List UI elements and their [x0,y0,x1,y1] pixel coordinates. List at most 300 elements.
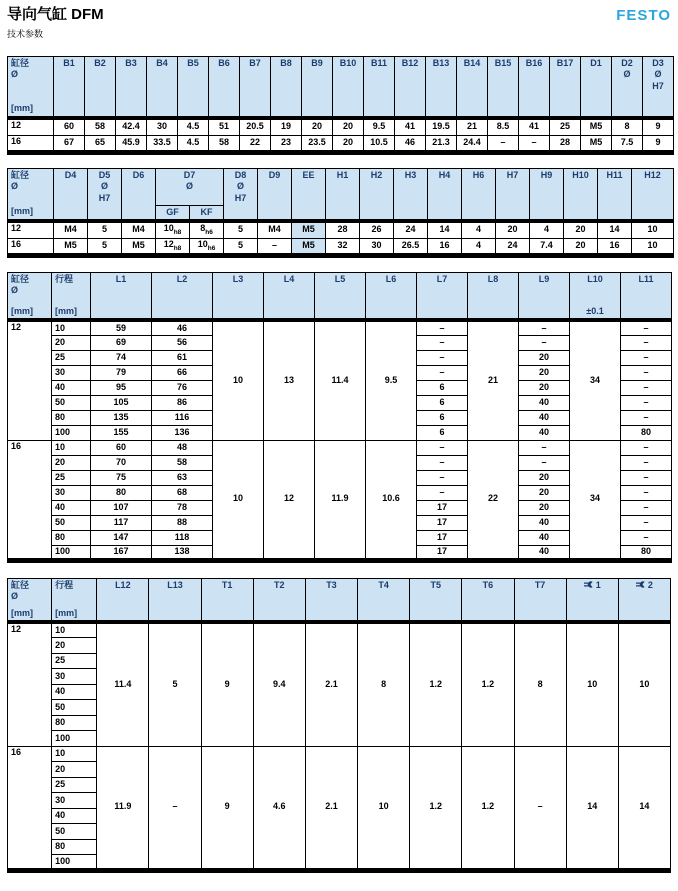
data-cell [178,118,209,135]
stroke-cell [52,839,97,855]
column-header-H3 [394,168,428,221]
unit-label [55,608,77,620]
fit-tolerance: h8 [173,244,182,252]
data-cell [519,440,570,455]
label: H10 [572,169,589,180]
data-cell [91,545,152,560]
stroke-cell [52,440,91,455]
value: – [643,381,649,392]
bore-column-header [8,56,54,118]
value: 58 [218,136,229,147]
value: 78 [176,501,187,512]
bore-cell [8,118,54,135]
data-cell [621,500,672,515]
label: T5 [430,579,442,590]
stroke-cell [52,746,97,762]
data-cell [410,622,462,746]
data-cell [97,746,149,870]
column-header-L4 [264,272,315,320]
data-cell [91,335,152,350]
data-cell [152,515,213,530]
value: 25 [559,121,570,132]
label: 50 [55,396,66,407]
data-cell [621,350,672,365]
data-cell [116,118,147,135]
data-cell [417,410,468,425]
festo-logo: FESTO [616,7,671,24]
value: 56 [176,336,187,347]
value: 59 [115,322,126,333]
tolerance-label [570,306,620,318]
value: 9 [224,679,230,690]
stroke-cell [52,410,91,425]
data-cell [152,410,213,425]
data-cell [514,622,566,746]
data-cell [360,221,394,238]
column-header-D9 [258,168,292,221]
label: H4 [438,169,451,180]
data-cell [426,135,457,152]
value: 9 [655,121,661,132]
data-cell [566,622,618,746]
fit-value: 12 [163,238,174,249]
title-row [7,7,671,40]
unit-text: [mm] [11,305,33,316]
label: L6 [385,273,397,284]
data-cell [91,365,152,380]
label: D5 [98,169,111,180]
fit-tolerance: h6 [207,244,216,252]
value: 24 [507,239,518,250]
data-cell [621,545,672,560]
table-body [8,622,671,870]
sub-label: Ø [186,181,194,192]
label: 80 [55,531,66,542]
label: B13 [432,57,450,68]
value: 136 [174,426,190,437]
value: 10 [232,493,243,504]
data-cell [152,365,213,380]
value: 26 [371,224,382,235]
bore-cell [8,135,54,152]
label: L7 [436,273,448,284]
data-cell [519,410,570,425]
value: M4 [268,224,281,235]
label: L10 [587,273,603,284]
label: GF [166,206,179,217]
value: 5 [101,224,107,235]
label: 50 [55,516,66,527]
data-cell [326,221,360,238]
value: – [643,322,649,333]
data-cell [530,238,564,255]
table-3-section [7,272,671,563]
data-cell [91,485,152,500]
data-cell [621,395,672,410]
column-header-T6 [462,578,514,622]
value: 65 [94,136,105,147]
value: 68 [176,486,187,497]
label: L11 [638,273,654,284]
data-cell [54,135,85,152]
value: 20 [575,239,586,250]
stroke-cell [52,793,97,809]
unit-label [11,103,33,115]
value: 147 [113,531,129,542]
data-cell [621,455,672,470]
data-cell [190,238,224,255]
stroke-cell [52,684,97,700]
value: 6 [439,411,445,422]
data-cell [428,221,462,238]
value: M5 [132,239,145,250]
column-header-L2 [152,272,213,320]
value: 28 [337,224,348,235]
value: M5 [302,224,315,235]
label: H3 [404,169,417,180]
column-header-L6 [366,272,417,320]
value: 11.9 [114,801,132,812]
value: 12 [283,493,294,504]
fit-value: 10 [197,238,208,249]
data-cell [253,622,305,746]
value: 9.5 [384,375,398,386]
data-cell [519,500,570,515]
value: 2.1 [325,679,338,690]
value: 80 [640,426,651,437]
data-cell [253,746,305,870]
data-cell [201,746,253,870]
data-cell [643,135,674,152]
value: 95 [115,381,126,392]
unit-text: [mm] [55,607,78,618]
label: B7 [249,57,261,68]
sub-label: H7 [234,192,247,203]
column-header-B2 [85,56,116,118]
label: 12 [11,120,22,130]
value: 19 [280,121,291,132]
data-cell [417,365,468,380]
value: – [439,366,445,377]
fit-tolerance: h6 [205,228,213,236]
column-header-B1 [54,56,85,118]
value: M5 [64,239,77,250]
data-cell [570,440,621,560]
data-cell [326,238,360,255]
column-header-L10 [570,272,621,320]
value: 23 [280,136,291,147]
value: 21.3 [432,136,450,147]
label: B17 [556,57,574,68]
column-header-L12 [97,578,149,622]
data-cell [612,118,643,135]
value: 6 [439,426,445,437]
label: D4 [64,169,77,180]
value: 80 [115,486,126,497]
label: B5 [187,57,199,68]
value: 40 [538,545,549,556]
data-cell [224,221,258,238]
stroke-cell [52,824,97,840]
data-cell [91,320,152,335]
value: 1.2 [481,679,495,690]
column-header-H4 [428,168,462,221]
value: 138 [174,545,190,556]
data-cell [598,221,632,238]
data-cell [462,746,514,870]
value: 19.5 [432,121,450,132]
value: 4.5 [186,121,200,132]
table-row [8,440,672,455]
value: – [541,336,547,347]
wrench-size-column-header [566,578,618,622]
label: H7 [506,169,519,180]
stroke-cell [52,365,91,380]
data-cell [152,455,213,470]
fit-value: 10 [163,223,174,234]
value: 4.6 [273,801,286,812]
stroke-cell [52,715,97,731]
value: 105 [113,396,129,407]
stroke-column-header [52,272,91,320]
data-cell [621,380,672,395]
table-body [8,320,672,560]
data-cell [514,746,566,870]
value: 40 [538,411,549,422]
value: 10 [587,679,598,690]
data-cell [581,135,612,152]
label: ±0.1 [586,305,604,316]
data-cell [85,135,116,152]
bore-label: 缸径 [11,273,30,284]
diameter-symbol: Ø [11,181,19,192]
column-header-T1 [201,578,253,622]
data-cell [519,350,570,365]
data-cell [519,320,570,335]
bore-cell [8,622,52,746]
value: – [541,441,547,452]
label: L8 [487,273,499,284]
sub-column-header-KF [190,205,224,221]
data-cell [54,118,85,135]
label: 20 [55,639,66,650]
data-cell [91,515,152,530]
unit-label [11,608,33,620]
label: B1 [63,57,75,68]
label: 20 [55,336,66,347]
title-block [7,7,104,40]
value: – [439,471,445,482]
value: 5 [172,679,178,690]
bore-column-header [8,272,52,320]
value: 10.6 [382,493,400,504]
stroke-cell [52,622,97,638]
fit-tolerance: h8 [173,228,182,236]
bore-cell [8,221,54,238]
value: 22 [487,493,498,504]
data-cell [394,221,428,238]
value: – [643,366,649,377]
label: T4 [378,579,389,590]
data-cell [519,485,570,500]
value: 34 [589,493,600,504]
value: 5 [101,239,107,250]
column-header-B13 [426,56,457,118]
bore-cell [8,320,52,440]
data-cell [152,395,213,410]
label: H11 [606,169,623,180]
value: – [643,396,649,407]
value: 9 [224,801,230,812]
column-header-B12 [395,56,426,118]
stroke-cell [52,380,91,395]
data-cell [394,238,428,255]
value: 14 [439,224,450,235]
data-cell [395,135,426,152]
value: M4 [132,224,145,235]
data-cell [468,440,519,560]
label: EE [302,169,315,180]
value: 20 [342,121,353,132]
stroke-cell [52,855,97,871]
data-cell [417,455,468,470]
value: 20 [507,224,518,235]
data-cell [258,238,292,255]
table-row [8,135,674,152]
table-1-section [7,56,671,155]
value: 32 [337,239,348,250]
data-cell [519,545,570,560]
table-row [8,622,671,638]
label: T3 [326,579,337,590]
data-cell [178,135,209,152]
value: 76 [176,381,187,392]
column-header-B16 [519,56,550,118]
data-cell [156,221,190,238]
column-header-H2 [360,168,394,221]
label: B2 [94,57,106,68]
data-cell [566,746,618,870]
data-cell [395,118,426,135]
unit-label [11,306,33,318]
column-header-D6 [122,168,156,221]
label: 16 [11,440,22,451]
table-head [8,56,674,118]
data-cell [85,118,116,135]
value: – [643,486,649,497]
data-cell [564,221,598,238]
value: 26.5 [401,239,420,250]
label: 16 [11,746,22,757]
value: 58 [94,121,105,132]
label: B4 [156,57,168,68]
value: 6 [439,381,445,392]
label: B12 [401,57,419,68]
label: 40 [55,501,66,512]
label: 16 [11,238,22,249]
data-cell [519,530,570,545]
column-header-D8 [224,168,258,221]
value: M5 [589,136,603,147]
value: 11.4 [114,679,132,690]
label: 30 [55,670,66,681]
value: 20 [538,351,549,362]
label: 25 [55,471,66,482]
label: H12 [644,169,661,180]
label: D7 [183,169,196,180]
value: – [643,411,649,422]
data-cell [122,221,156,238]
value: 21 [487,375,498,386]
value: 10 [639,679,650,690]
sub-label: H7 [652,80,664,91]
unit-label [55,306,77,318]
value: 28 [559,136,570,147]
column-header-L11 [621,272,672,320]
data-cell [564,238,598,255]
bore-cell [8,238,54,255]
value: 24.4 [463,136,481,147]
data-cell [305,746,357,870]
value: 33.5 [153,136,171,147]
column-header-B17 [550,56,581,118]
label: B15 [494,57,512,68]
label: 50 [55,825,66,836]
diameter-symbol: Ø [11,591,19,602]
value: – [643,351,649,362]
value: 79 [115,366,126,377]
column-header-T4 [358,578,410,622]
label: L5 [334,273,346,284]
label: B10 [339,57,357,68]
table-row [8,746,671,762]
sub-column-header-GF [156,205,190,221]
value: 60 [63,121,74,132]
data-cell [91,530,152,545]
data-cell [292,221,326,238]
column-header-H7 [496,168,530,221]
data-cell [519,470,570,485]
data-cell [152,485,213,500]
column-header-T2 [253,578,305,622]
label: 30 [55,794,66,805]
data-cell [91,395,152,410]
header-row [8,578,671,622]
value: 67 [63,136,74,147]
data-cell [224,238,258,255]
bore-column-header [8,168,54,221]
column-header-B11 [364,56,395,118]
data-cell [152,320,213,335]
data-cell [550,135,581,152]
sub-label: H7 [98,192,111,203]
label: 12 [11,322,22,333]
data-cell [152,425,213,440]
data-cell [519,515,570,530]
data-cell [618,746,670,870]
label: 10 [55,748,66,759]
data-cell [643,118,674,135]
stroke-cell [52,395,91,410]
sub-label: Ø [237,181,245,192]
label: 25 [55,655,66,666]
data-cell [91,380,152,395]
stroke-cell [52,700,97,716]
column-header-T3 [305,578,357,622]
value: 11.9 [331,493,349,504]
data-cell [209,118,240,135]
column-header-H6 [462,168,496,221]
